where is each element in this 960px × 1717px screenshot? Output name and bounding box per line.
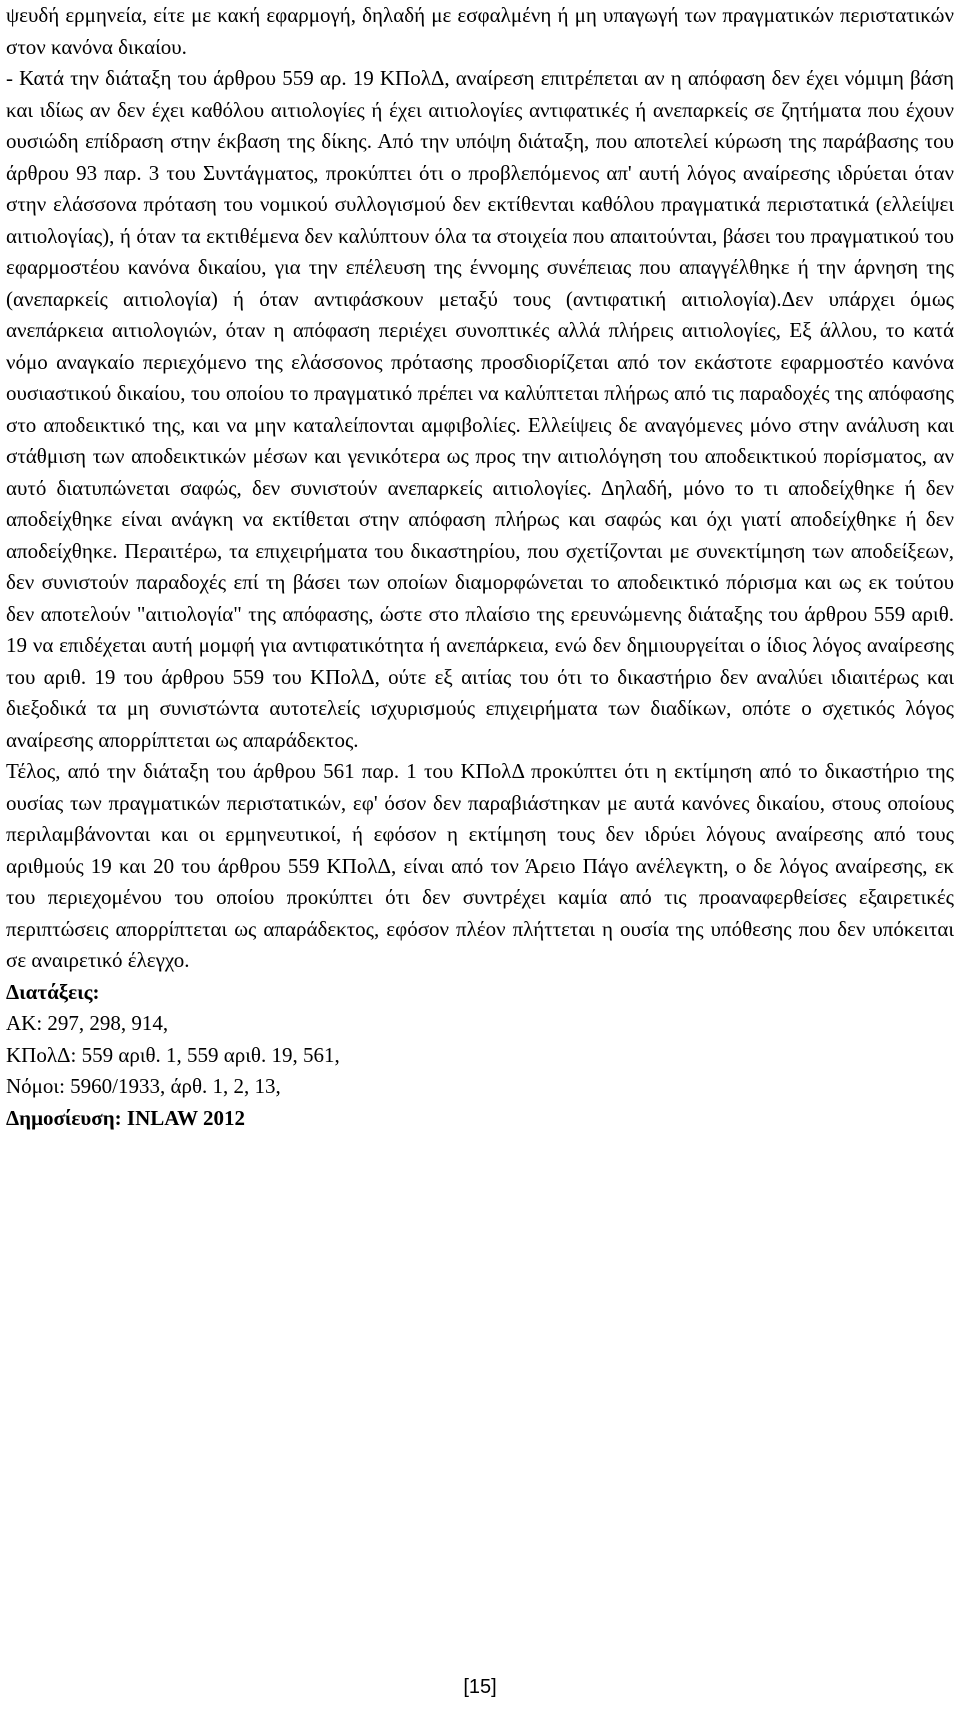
provision-line-ak: ΑΚ: 297, 298, 914, bbox=[6, 1011, 169, 1035]
provision-line-laws: Νόμοι: 5960/1933, άρθ. 1, 2, 13, bbox=[6, 1074, 281, 1098]
publication-line: Δημοσίευση: INLAW 2012 bbox=[6, 1105, 245, 1130]
provisions-section bbox=[6, 977, 954, 1103]
page-number: [15] bbox=[463, 1676, 497, 1698]
provision-line-kpold: ΚΠολΔ: 559 αριθ. 1, 559 αριθ. 19, 561, bbox=[6, 1042, 340, 1067]
document-page bbox=[6, 0, 954, 1134]
body-paragraph-3: Τέλος, από την διάταξη του άρθρου 561 παρ. 1 του ΚΠολΔ προκύπτει ότι η εκτίμηση από το δικαστήριο της ουσίας των πραγματικών περιστατικών, εφ' όσον δεν παραβιάστηκαν με αυτά κανόνες δικαίου, στους οποίους περιλαμβάνονται και οι ερμηνευτικοί, ή εφόσον η εκτίμηση τους δεν ιδρύει λόγους αναίρεσης από τους αριθμούς 19 και 20 του άρθρου 559 ΚΠολΔ, είναι από τον Άρειο Πάγο ανέλεγκτη, ο δε λόγος αναίρεσης, εκ του περιεχομένου του οποίου προκύπτει ότι δεν συντρέχει καμία από τις προαναφερθείσες εξαιρετικές περιπτώσεις απορρίπτεται ως απαράδεκτος, εφόσον πλέον πλήττεται η ουσία της υπόθεσης που δεν υπόκειται σε αναιρετικό έλεγχο. bbox=[6, 759, 954, 972]
body-paragraph-2: - Κατά την διάταξη του άρθρου 559 αρ. 19 ΚΠολΔ, αναίρεση επιτρέπεται αν η απόφαση δεν έχει νόμιμη βάση και ιδίως αν δεν έχει καθόλου αιτιολογίες ή έχει αιτιολογίες αντιφατικές ή ανεπαρκείς σε ζητήματα που έχουν ουσιώδη επίδραση στην έκβαση της δίκης. Από την υπόψη διάταξη, που αποτελεί κύρωση της παράβασης του άρθρου 93 παρ. 3 του Συντάγματος, προκύπτει ότι ο προβλεπόμενος απ' αυτή λόγος αναίρεσης ιδρύεται όταν στην ελάσσονα πρόταση του νομικού συλλογισμού δεν εκτίθενται καθόλου πραγματικά περιστατικά (ελλείψει αιτιολογίας), ή όταν τα εκτιθέμενα δεν καλύπτουν όλα τα στοιχεία που απαιτούνται, βάσει του πραγματικού του εφαρμοστέου κανόνα δικαίου, για την επέλευση της έννομης συνέπειας που απαγγέλθηκε ή την άρνηση της (ανεπαρκείς αιτιολογία) ή όταν αντιφάσκουν μεταξύ τους (αντιφατική αιτιολογία).Δεν υπάρχει όμως ανεπάρκεια αιτιολογιών, όταν η απόφαση περιέχει συνοπτικές αλλά πλήρεις αιτιολογίες, Εξ άλλου, το κατά νόμο αναγκαίο περιεχόμενο της ελάσσονος πρότασης προσδιορίζεται από τον εκάστοτε εφαρμοστέο κανόνα ουσιαστικού δικαίου, του οποίου το πραγματικό πρέπει να καλύπτεται πλήρως από τις παραδοχές της απόφασης στο αποδεικτικό της, και να μην καταλείπονται αμφιβολίες. Ελλείψεις δε αναγόμενες μόνο στην ανάλυση και στάθμιση των αποδεικτικών μέσων και γενικότερα ως προς την αιτιολόγηση του αποδεικτικού πορίσματος, αν αυτό διατυπώνεται σαφώς, δεν συνιστούν ανεπαρκείς αιτιολογίες. Δηλαδή, μόνο το τι αποδείχθηκε ή δεν αποδείχθηκε είναι ανάγκη να εκτίθεται στην απόφαση πλήρως και σαφώς και όχι γιατί αποδείχθηκε ή δεν αποδείχθηκε. Περαιτέρω, τα επιχειρήματα του δικαστηρίου, που σχετίζονται με συνεκτίμηση των αποδείξεων, δεν συνιστούν παραδοχές επί τη βάσει των οποίων διαμορφώνεται το αποδεικτικό πόρισμα και ως εκ τούτου δεν αποτελούν "αιτιολογία" της απόφασης, ώστε στο πλαίσιο της ερευνώμενης διάταξης του άρθρου 559 αριθ. 19 να επιδέχεται αυτή μομφή για αντιφατικότητα ή ανεπάρκεια, ενώ δεν δημιουργείται ο ίδιος λόγος αναίρεσης του αριθ. 19 του άρθρου 559 του ΚΠολΔ, ούτε εξ αιτίας του ότι το δικαστήριο δεν αναλύει ιδιαιτέρως και διεξοδικά τα μη συνιστώντα αυτοτελείς ισχυρισμούς επιχειρήματα των διαδίκων, οπότε ο σχετικός λόγος αναίρεσης απορρίπτεται ως απαράδεκτος. bbox=[6, 66, 954, 752]
provisions-heading: Διατάξεις: bbox=[6, 979, 100, 1004]
body-paragraph-1: ψευδή ερμηνεία, είτε με κακή εφαρμογή, δηλαδή με εσφαλμένη ή μη υπαγωγή των πραγματικών περιστατικών στον κανόνα δικαίου. bbox=[6, 3, 954, 59]
